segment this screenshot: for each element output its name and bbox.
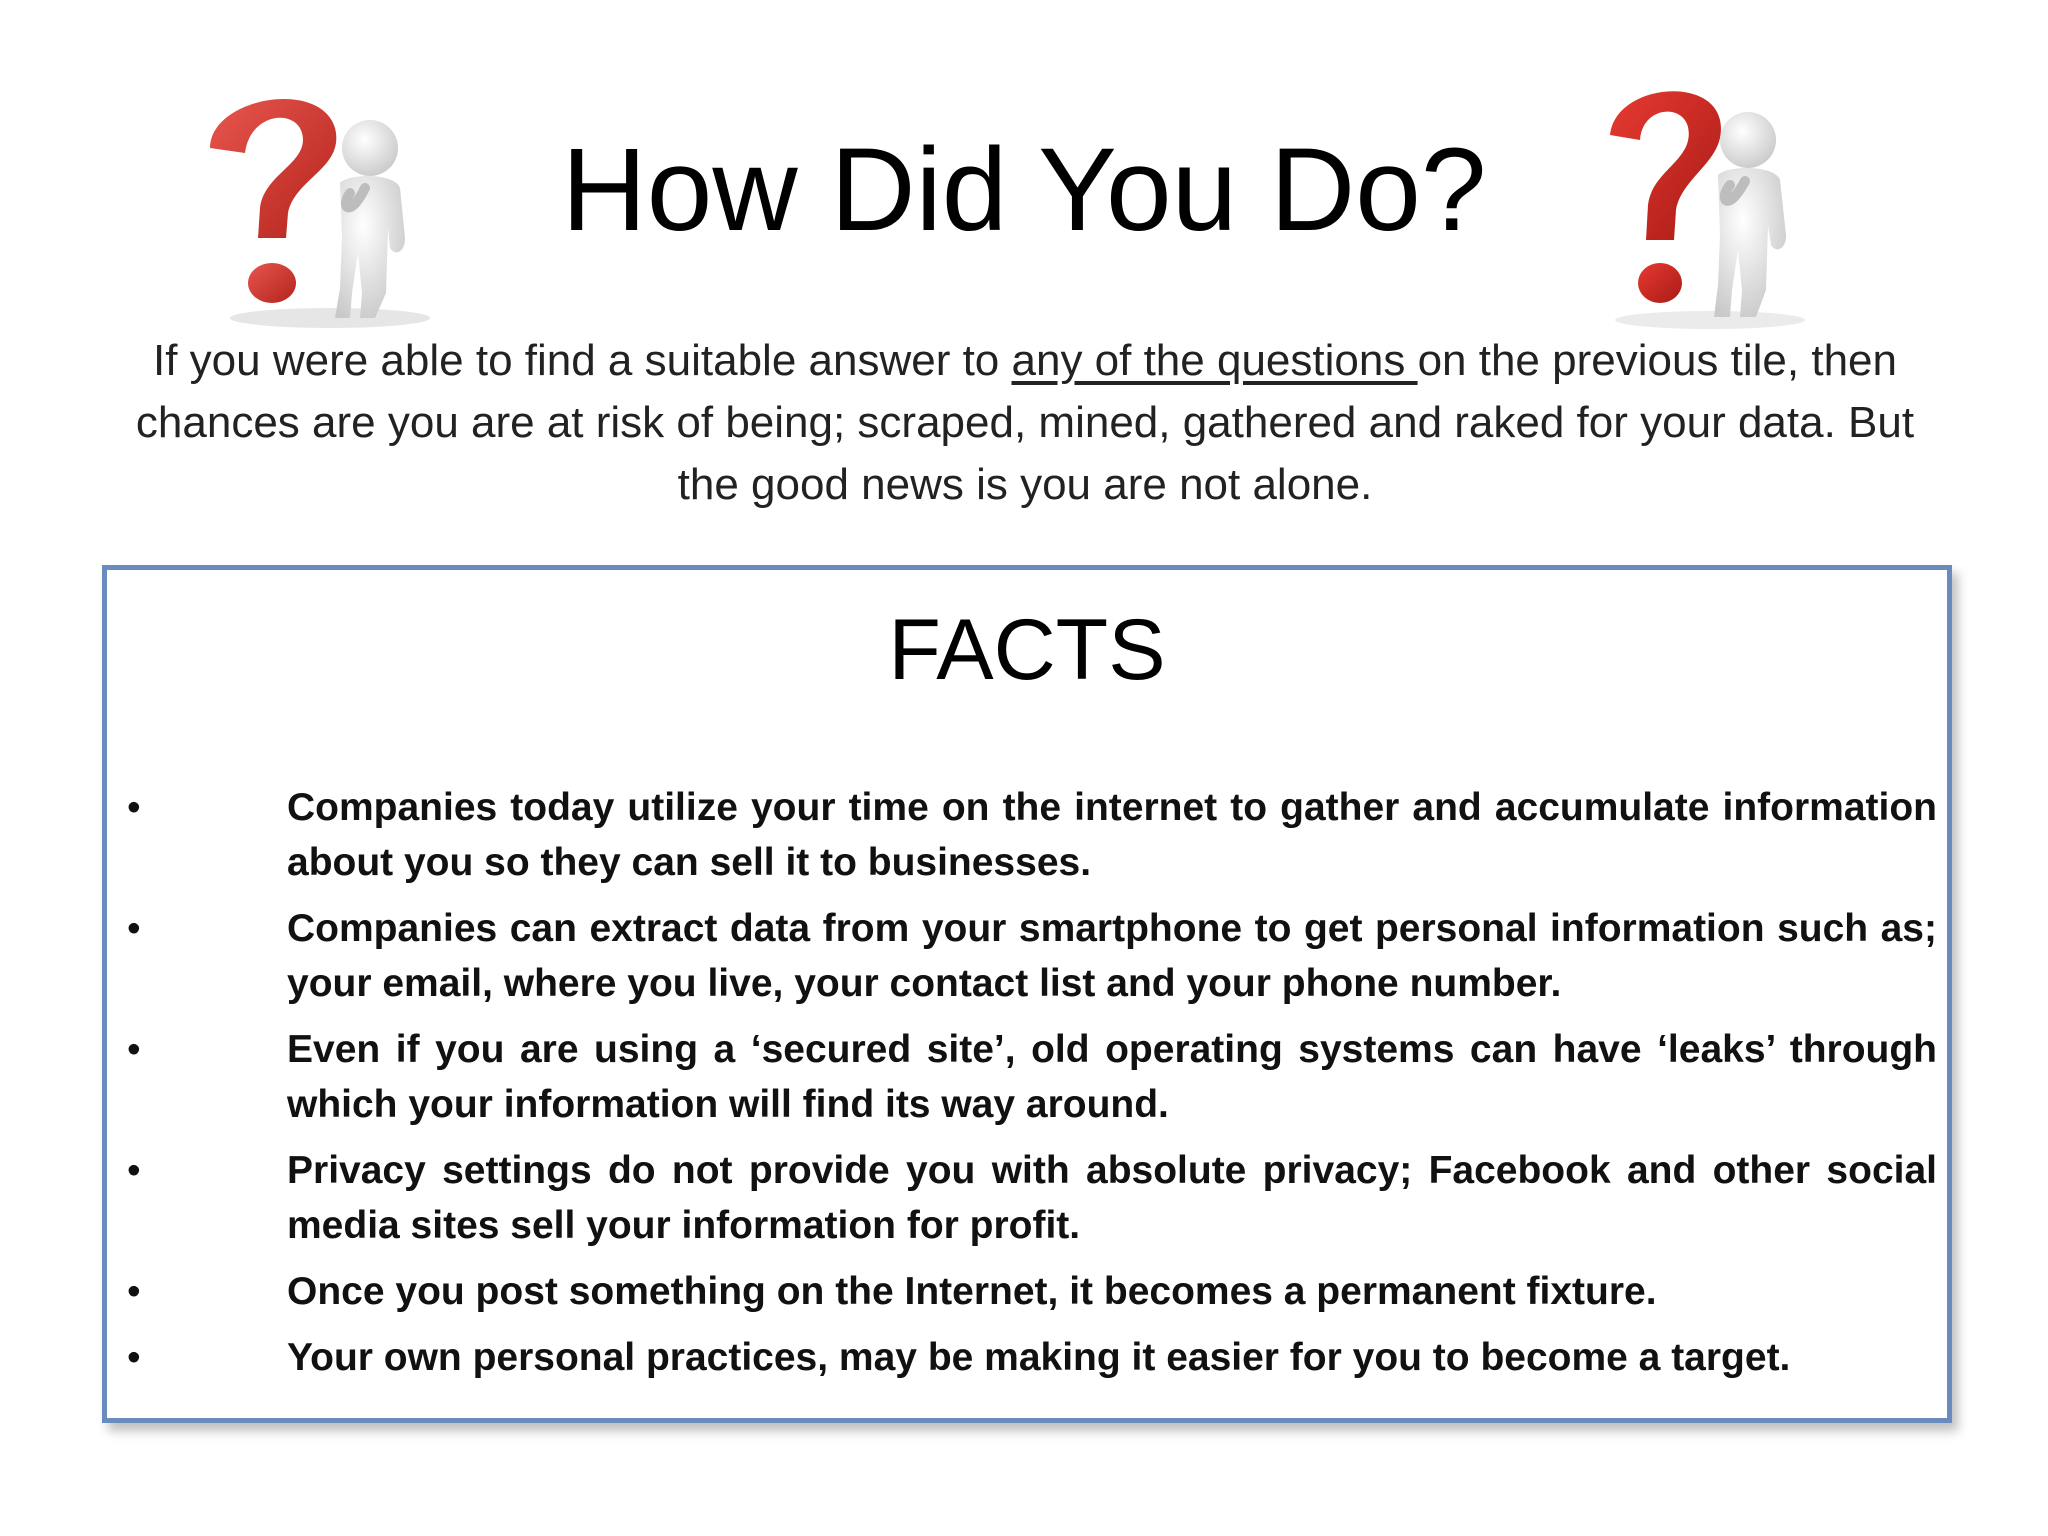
fact-text: Privacy settings do not provide you with absolute privacy; Facebook and other social media sites sell your information for profit. bbox=[287, 1149, 1937, 1247]
fact-item bbox=[127, 1022, 1937, 1132]
intro-text-end: on the previous tile, then chances are you are at risk of being; scraped, mined, gathered and raked for your data. But the good news is you are not alone. bbox=[135, 336, 1915, 509]
facts-box bbox=[102, 565, 1952, 1423]
bullet-icon: • bbox=[127, 1336, 141, 1379]
fact-text: Companies can extract data from your smartphone to get personal information such as; your email, where you live, your contact list and your phone number. bbox=[287, 907, 1937, 1005]
intro-paragraph bbox=[110, 330, 1940, 516]
bullet-icon: • bbox=[127, 1270, 141, 1313]
fact-item bbox=[127, 780, 1937, 890]
intro-underlined-text: any of the questions bbox=[1011, 336, 1418, 385]
fact-text: Companies today utilize your time on the internet to gather and accumulate information about you so they can sell it to businesses. bbox=[287, 786, 1937, 884]
bullet-icon: • bbox=[127, 907, 141, 950]
fact-text: Even if you are using a ‘secured site’, old operating systems can have ‘leaks’ through which your information will find its way around. bbox=[287, 1028, 1937, 1126]
fact-item bbox=[127, 1264, 1937, 1319]
intro-text-start: If you were able to find a suitable answer to bbox=[153, 336, 1012, 385]
bullet-icon: • bbox=[127, 1149, 141, 1192]
facts-heading: FACTS bbox=[888, 602, 1166, 698]
fact-item bbox=[127, 1330, 1937, 1385]
facts-list bbox=[127, 780, 1937, 1396]
bullet-icon: • bbox=[127, 1028, 141, 1071]
fact-item bbox=[127, 1143, 1937, 1253]
fact-item bbox=[127, 901, 1937, 1011]
fact-text: Your own personal practices, may be making it easier for you to become a target. bbox=[287, 1336, 1791, 1379]
fact-text: Once you post something on the Internet, it becomes a permanent fixture. bbox=[287, 1270, 1657, 1313]
slide-title: How Did You Do? bbox=[561, 124, 1487, 256]
bullet-icon: • bbox=[127, 786, 141, 829]
